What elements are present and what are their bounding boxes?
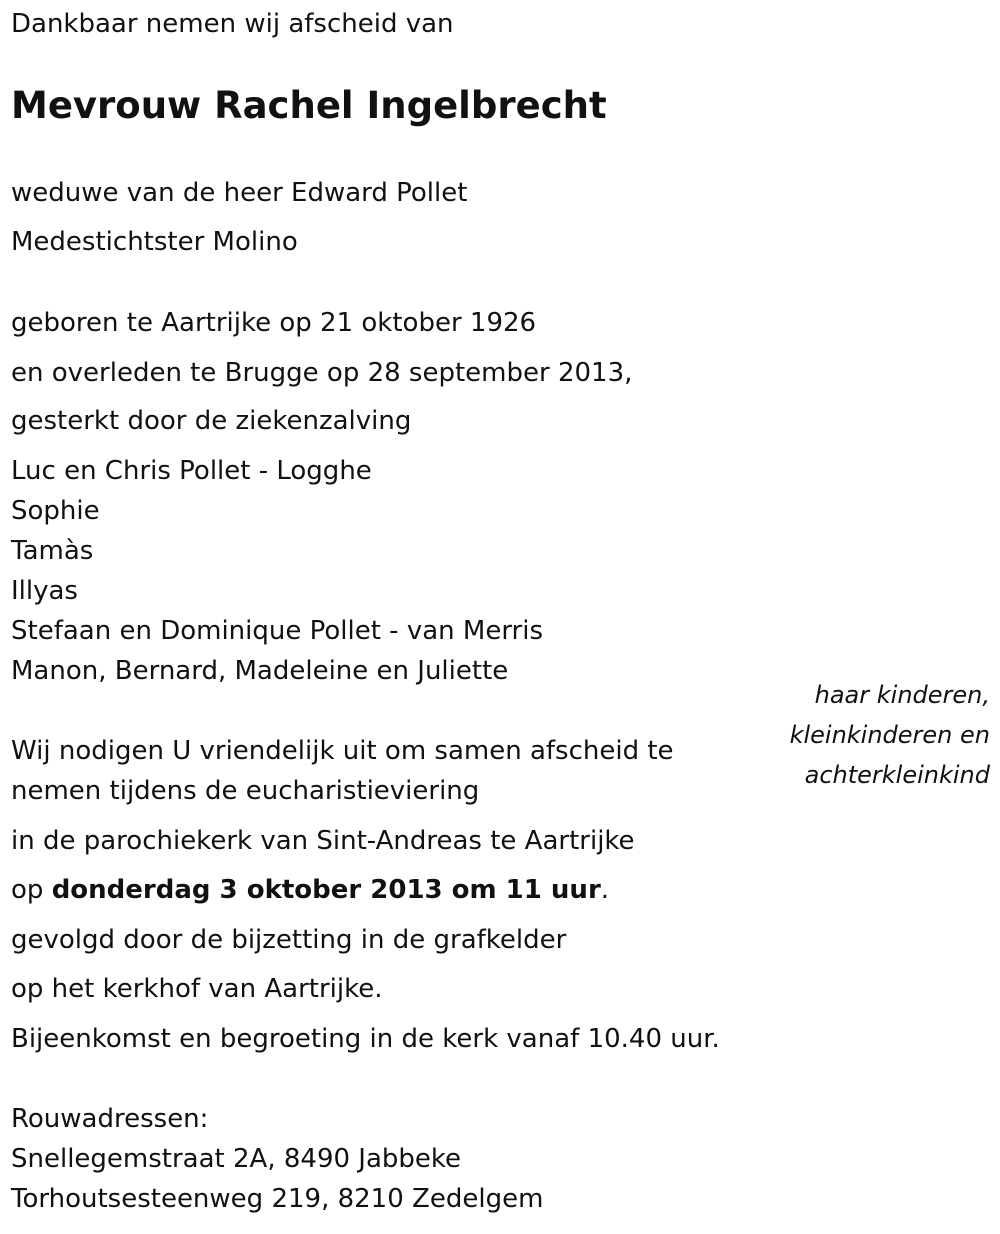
service-date-suffix: .	[600, 875, 610, 905]
gathering-text: Bijeenkomst en begroeting in de kerk vanaf 10.40 uur.	[11, 1024, 720, 1054]
address-item: Torhoutsesteenweg 219, 8210 Zedelgem	[11, 1184, 544, 1214]
invitation-text	[11, 731, 674, 811]
church-text: in de parochiekerk van Sint-Andreas te Aartrijke	[11, 826, 635, 856]
widow-of-text: weduwe van de heer Edward Pollet	[11, 178, 468, 208]
deceased-name: Mevrouw Rachel Ingelbrecht	[11, 84, 607, 127]
family-caption-line: achterkleinkind	[804, 761, 990, 789]
service-date	[11, 870, 609, 910]
family-member: Illyas	[11, 576, 78, 606]
family-caption-line: kleinkinderen en	[789, 721, 990, 749]
addresses-label: Rouwadressen:	[11, 1104, 209, 1134]
address-item: Snellegemstraat 2A, 8490 Jabbeke	[11, 1144, 462, 1174]
family-caption-line: haar kinderen,	[814, 681, 990, 709]
invitation-line: Wij nodigen U vriendelijk uit om samen afscheid te	[11, 736, 674, 766]
intro-text: Dankbaar nemen wij afscheid van	[11, 9, 454, 39]
sacrament-text: gesterkt door de ziekenzalving	[11, 406, 412, 436]
family-member: Luc en Chris Pollet - Logghe	[11, 456, 372, 486]
family-member: Manon, Bernard, Madeleine en Juliette	[11, 656, 509, 686]
family-list	[11, 451, 543, 691]
death-text: en overleden te Brugge op 28 september 2013,	[11, 358, 633, 388]
addresses-block	[11, 1099, 543, 1219]
family-member: Tamàs	[11, 536, 94, 566]
invitation-line: nemen tijdens de eucharistieviering	[11, 776, 480, 806]
burial-text-2: op het kerkhof van Aartrijke.	[11, 974, 383, 1004]
role-text: Medestichtster Molino	[11, 227, 298, 257]
family-member: Sophie	[11, 496, 100, 526]
service-date-bold: donderdag 3 oktober 2013 om 11 uur	[51, 875, 601, 905]
service-date-prefix: op	[11, 875, 44, 905]
family-member: Stefaan en Dominique Pollet - van Merris	[11, 616, 544, 646]
burial-text-1: gevolgd door de bijzetting in de grafkelder	[11, 925, 567, 955]
family-caption	[790, 675, 990, 795]
birth-text: geboren te Aartrijke op 21 oktober 1926	[11, 308, 537, 338]
